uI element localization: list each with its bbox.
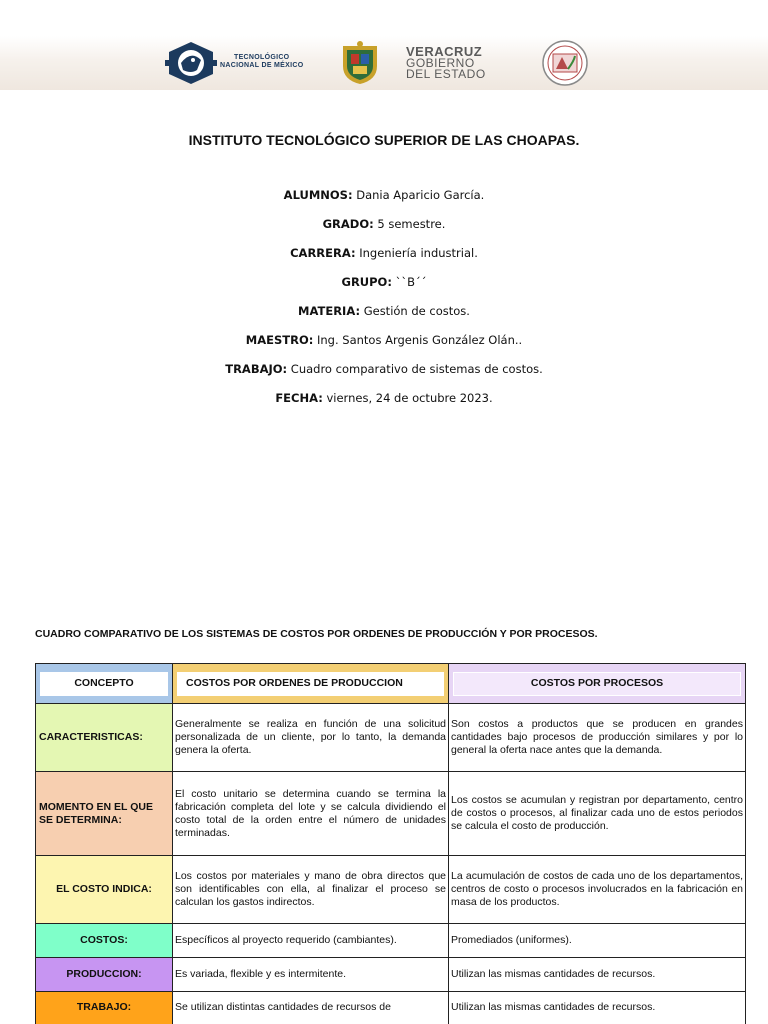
table-row — [36, 924, 746, 958]
info-row-fecha: FECHA: viernes, 24 de octubre 2023. — [275, 391, 493, 405]
its-seal-icon — [528, 39, 602, 87]
table-row — [36, 772, 746, 856]
concept-cell: MOMENTO EN EL QUE SE DETERMINA: — [36, 772, 173, 856]
info-row-grado: GRADO: 5 semestre. — [322, 217, 446, 231]
header-concepto: CONCEPTO — [36, 664, 173, 704]
header-logos — [0, 38, 768, 88]
ordenes-cell: Los costos por materiales y mano de obra directos que son identificables con ella, al finalizar el proceso se calculan los gastos indirectos. — [173, 856, 449, 924]
procesos-cell: La acumulación de costos de cada uno de los departamentos, centros de costo o procesos involucrados en la fabricación en masa de los productos. — [449, 856, 746, 924]
veracruz-shield-icon — [339, 40, 381, 86]
table-header-row — [36, 664, 746, 704]
table-row — [36, 992, 746, 1024]
info-row-trabajo: TRABAJO: Cuadro comparativo de sistemas de costos. — [225, 362, 543, 376]
table-row — [36, 704, 746, 772]
procesos-cell: Utilizan las mismas cantidades de recursos. — [449, 992, 746, 1024]
concept-cell: EL COSTO INDICA: — [36, 856, 173, 924]
table-row — [36, 958, 746, 992]
info-row-maestro: MAESTRO: Ing. Santos Argenis González Olán.. — [245, 333, 523, 347]
veracruz-text: VERACRUZ GOBIERNO DEL ESTADO — [406, 44, 486, 81]
table-row — [36, 856, 746, 924]
info-row-materia: MATERIA: Gestión de costos. — [298, 304, 470, 318]
table-title: CUADRO COMPARATIVO DE LOS SISTEMAS DE COSTOS POR ORDENES DE PRODUCCIÓN Y POR PROCESOS. — [35, 628, 598, 640]
procesos-cell: Los costos se acumulan y registran por departamento, centro de costos o procesos, al finalizar cada uno de estos periodos se calcula el costo de producción. — [449, 772, 746, 856]
header-ordenes: COSTOS POR ORDENES DE PRODUCCION — [173, 664, 449, 704]
ordenes-cell: El costo unitario se determina cuando se termina la fabricación completa del lote y se calcula dividiendo el costo total de la orden entre el número de unidades terminadas. — [173, 772, 449, 856]
concept-cell: PRODUCCION: — [36, 958, 173, 992]
procesos-cell: Son costos a productos que se producen en grandes cantidades bajo procesos de producción similares y por lo general la oferta nace antes que la demanda. — [449, 704, 746, 772]
info-row-grupo: GRUPO: ``B´´ — [341, 275, 427, 289]
procesos-cell: Promediados (uniformes). — [449, 924, 746, 958]
comparison-table — [35, 663, 746, 1024]
institution-title: INSTITUTO TECNOLÓGICO SUPERIOR DE LAS CHOAPAS. — [188, 132, 580, 148]
ordenes-cell: Específicos al proyecto requerido (cambiantes). — [173, 924, 449, 958]
info-row-alumnos: ALUMNOS: Dania Aparicio García. — [283, 188, 485, 202]
student-info — [0, 186, 768, 418]
procesos-cell: Utilizan las mismas cantidades de recursos. — [449, 958, 746, 992]
tecnm-logo-icon — [163, 40, 219, 86]
ordenes-cell: Es variada, flexible y es intermitente. — [173, 958, 449, 992]
ordenes-cell: Se utilizan distintas cantidades de recursos de — [173, 992, 449, 1024]
tecnm-text: TECNOLÓGICO NACIONAL DE MÉXICO — [220, 54, 304, 69]
ordenes-cell: Generalmente se realiza en función de una solicitud personalizada de un cliente, por lo tanto, la demanda genera la oferta. — [173, 704, 449, 772]
concept-cell: CARACTERISTICAS: — [36, 704, 173, 772]
info-row-carrera: CARRERA: Ingeniería industrial. — [290, 246, 478, 260]
concept-cell: COSTOS: — [36, 924, 173, 958]
header-procesos: COSTOS POR PROCESOS — [449, 664, 746, 704]
concept-cell: TRABAJO: — [36, 992, 173, 1024]
